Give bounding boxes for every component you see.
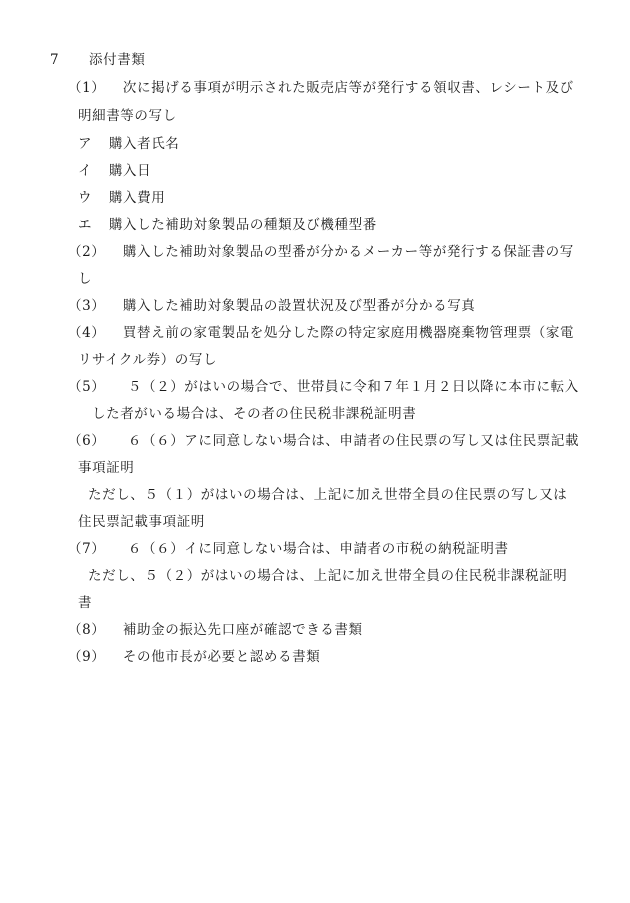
item-text: し [78, 271, 93, 287]
sub-item-i [78, 162, 151, 180]
item-number: （4） [68, 325, 106, 341]
section-number: 7 [50, 52, 60, 68]
list-item-6-proviso-continuation [78, 513, 205, 531]
sub-item-text: 購入費用 [108, 190, 166, 206]
list-item-3 [68, 297, 475, 315]
list-item-6 [68, 432, 579, 450]
list-item-6-continuation [78, 459, 134, 477]
list-item-7-proviso-continuation [78, 594, 92, 612]
list-item-7 [68, 540, 509, 558]
item-number: （5） [68, 379, 106, 395]
sub-item-mark: ウ [78, 190, 93, 206]
item-number: （3） [68, 298, 106, 314]
item-text: その他市長が必要と認める書類 [122, 649, 321, 665]
section-title: 添付書類 [89, 52, 146, 68]
item-text: 買替え前の家電製品を処分した際の特定家庭用機器廃棄物管理票（家電 [122, 325, 575, 341]
sub-item-text: 購入者氏名 [108, 136, 180, 152]
list-item-1-continuation [78, 107, 177, 125]
list-item-4 [68, 324, 574, 342]
proviso-text: 書 [78, 595, 93, 611]
proviso-text: ただし、５（２）がはいの場合は、上記に加え世帯全員の住民税非課税証明 [88, 568, 568, 584]
sub-item-u [78, 189, 165, 207]
item-number: （1） [68, 80, 106, 96]
sub-item-e [78, 216, 377, 234]
sub-item-mark: ア [78, 136, 93, 152]
item-text: ６（６）アに同意しない場合は、申請者の住民票の写し又は住民票記載 [127, 433, 580, 449]
item-number: （7） [68, 541, 106, 557]
item-number: （2） [68, 244, 106, 260]
item-text: 補助金の振込先口座が確認できる書類 [122, 622, 363, 638]
proviso-text: ただし、５（１）がはいの場合は、上記に加え世帯全員の住民票の写し又は [88, 487, 568, 503]
list-item-5 [68, 378, 579, 396]
item-text: 次に掲げる事項が明示された販売店等が発行する領収書、レシート及び [122, 80, 574, 96]
item-text: 明細書等の写し [78, 108, 177, 124]
list-item-9 [68, 648, 320, 666]
item-text: ５（２）がはいの場合で、世帯員に令和７年１月２日以降に本市に転入 [127, 379, 579, 395]
list-item-7-proviso [88, 567, 567, 585]
list-item-4-continuation [78, 351, 217, 369]
item-text: リサイクル券）の写し [78, 352, 218, 368]
list-item-5-continuation [92, 405, 416, 423]
item-text: した者がいる場合は、その者の住民税非課税証明書 [92, 406, 417, 422]
item-number: （6） [68, 433, 106, 449]
list-item-2 [68, 243, 574, 261]
item-number: （9） [68, 649, 106, 665]
item-text: 購入した補助対象製品の設置状況及び型番が分かる写真 [122, 298, 476, 314]
sub-item-a [78, 135, 179, 153]
item-number: （8） [68, 622, 106, 638]
list-item-1 [68, 79, 574, 97]
sub-item-text: 購入日 [108, 163, 152, 179]
list-item-2-continuation [78, 270, 92, 288]
section-heading [50, 51, 145, 69]
list-item-6-proviso [88, 486, 567, 504]
proviso-text: 住民票記載事項証明 [78, 514, 205, 530]
sub-item-mark: イ [78, 163, 93, 179]
sub-item-mark: エ [78, 217, 93, 233]
sub-item-text: 購入した補助対象製品の種類及び機種型番 [108, 217, 377, 233]
item-text: 事項証明 [78, 460, 135, 476]
list-item-8 [68, 621, 363, 639]
item-text: ６（６）イに同意しない場合は、申請者の市税の納税証明書 [127, 541, 509, 557]
item-text: 購入した補助対象製品の型番が分かるメーカー等が発行する保証書の写 [122, 244, 574, 260]
